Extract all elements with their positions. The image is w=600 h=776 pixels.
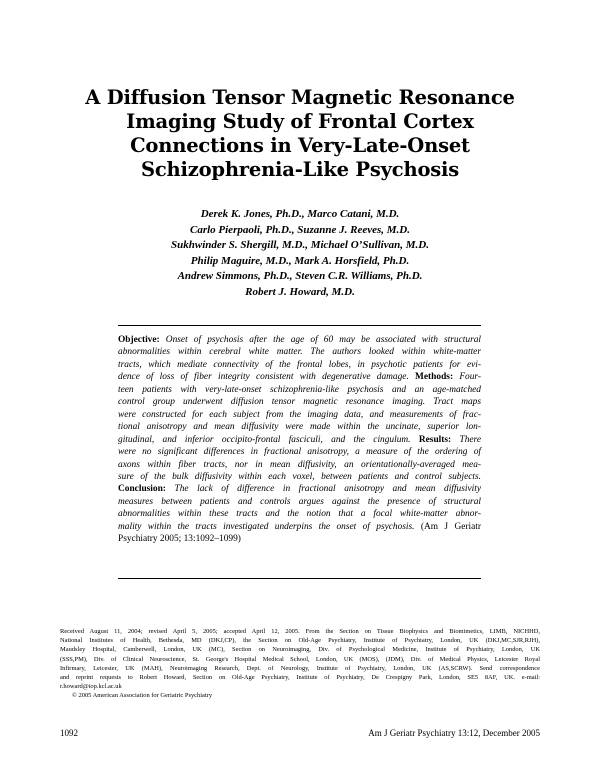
author-line: Derek K. Jones, Ph.D., Marco Catani, M.D. [200, 208, 400, 220]
objective-heading: Objective: [118, 335, 160, 345]
results-heading: Results: [418, 434, 452, 445]
abstract-line: Conclusion: The lack of difference in fractional anisotropy and mean diffusivity [118, 484, 481, 495]
page-number: 1092 [60, 728, 78, 738]
author-line: Philip Maguire, M.D., Mark A. Horsfield, Ph.D. [190, 254, 410, 267]
footnote-line: Maudsley Hospital, Camberwell, London, UK (MC), Section on Neuroimaging, Div. of Psychological Medicine, Institute of Psychiatry, London, UK [60, 646, 540, 654]
citation: (Am J Geriatr [420, 521, 481, 532]
abstract-line: were constructed for each subject from the imaging data, and measurements of frac- [118, 409, 481, 420]
abstract-line: Objective: Onset of psychosis after the age of 60 may be associated with structural [118, 335, 482, 345]
abstract-top-rule [118, 325, 481, 326]
title-line: Imaging Study of Frontal Cortex [126, 110, 474, 133]
footnote-line: Infirmary, Leicester, UK (MAH), Neuroimaging Research, Dept. of Neurology, Institute of Psychiatry, London, UK (AS,SCRW). Send correspondence [60, 664, 540, 672]
abstract-line: axons within fiber tracts, nor in mean diffusivity, an orientationally-averaged mea- [118, 459, 481, 470]
title-line: Schizophrenia-Like Psychosis [140, 158, 460, 181]
footnote-line: Received August 11, 2004; revised April 5, 2005; accepted April 12, 2005. From the Section on Tissue Biophysics and Biomimetics, LIMB, NICHHD, [60, 628, 540, 635]
journal-reference: Am J Geriatr Psychiatry 13:12, December 2005 [368, 728, 540, 738]
abstract-line: tional anisotropy and mean diffusivity were made within the uncinate, superior lon- [118, 422, 481, 433]
footnote-line: National Institutes of Health, Bethesda, MD (DKJ,CP), the Section on Old-Age Psychiatry, Institute of Psychiatry, London, UK (DKJ,MC,SJR,RJH), [60, 637, 540, 645]
abstract-line [118, 533, 481, 545]
abstract-line: sure of the bulk diffusivity within each voxel, between patients and control subjects. [118, 471, 481, 482]
abstract-line: teen patients with very-late-onset schizophrenia-like psychosis and an age-matched [118, 384, 481, 395]
methods-heading: Methods: [415, 372, 454, 383]
abstract-line: gitudinal, and inferior occipito-frontal fasciculi, and the cingulum. Results: There [118, 434, 482, 445]
abstract-line: tracts, which mediate connectivity of the frontal lobes, in psychotic patients for evi- [118, 359, 481, 370]
conclusion-heading: Conclusion: [118, 484, 166, 495]
abstract-line: mality within the tracts investigated underpins the onset of psychosis. (Am J Geriatr [118, 521, 481, 532]
abstract [118, 334, 481, 546]
correspondence-email: r.howard@iop.kcl.ac.uk [60, 683, 122, 691]
title-line: A Diffusion Tensor Magnetic Resonance [85, 86, 515, 109]
article-footnote [60, 627, 540, 701]
footnote-line: and reprint requests to Robert Howard, Section on Old-Age Psychiatry, Institute of Psychiatry, De Crespigny Park, London, SE5 8AF, UK. e-mail: [60, 674, 540, 682]
abstract-line: measures between patients and controls argues against the presence of structural [118, 496, 481, 507]
copyright-notice: © 2005 American Association for Geriatric Psychiatry [72, 692, 213, 700]
title-line: Connections in Very-Late-Onset [130, 134, 470, 157]
abstract-line: abnormalities within these tracts and the notion that a focal white-matter abnor- [118, 509, 481, 520]
author-list [60, 207, 540, 300]
author-line: Robert J. Howard, M.D. [245, 285, 355, 298]
author-line: Carlo Pierpaoli, Ph.D., Suzanne J. Reeves, M.D. [189, 223, 410, 236]
abstract-line: were no significant differences in fractional anisotropy, a measure of the ordering of [118, 447, 481, 458]
author-line: Sukhwinder S. Shergill, M.D., Michael O’Sullivan, M.D. [171, 239, 429, 251]
citation: Psychiatry 2005; 13:1092–1099) [118, 534, 241, 545]
abstract-bottom-rule [118, 578, 481, 579]
abstract-line: abnormalities within cerebral white matter. The authors looked within white-matter [118, 347, 481, 358]
article-title [60, 86, 540, 182]
abstract-line: control group underwent diffusion tensor magnetic resonance imaging. Tract maps [118, 397, 481, 408]
abstract-line: dence of loss of fiber integrity consistent with degenerative damage. Methods: Four- [118, 372, 482, 383]
footnote-line: (SSS,PM), Div. of Clinical Neuroscience, St. George's Hospital Medical School, London, UK (MOS), (JDM), Div. of Medical Physics, Leicester Royal [60, 655, 540, 663]
author-line: Andrew Simmons, Ph.D., Steven C.R. Williams, Ph.D. [177, 270, 423, 282]
